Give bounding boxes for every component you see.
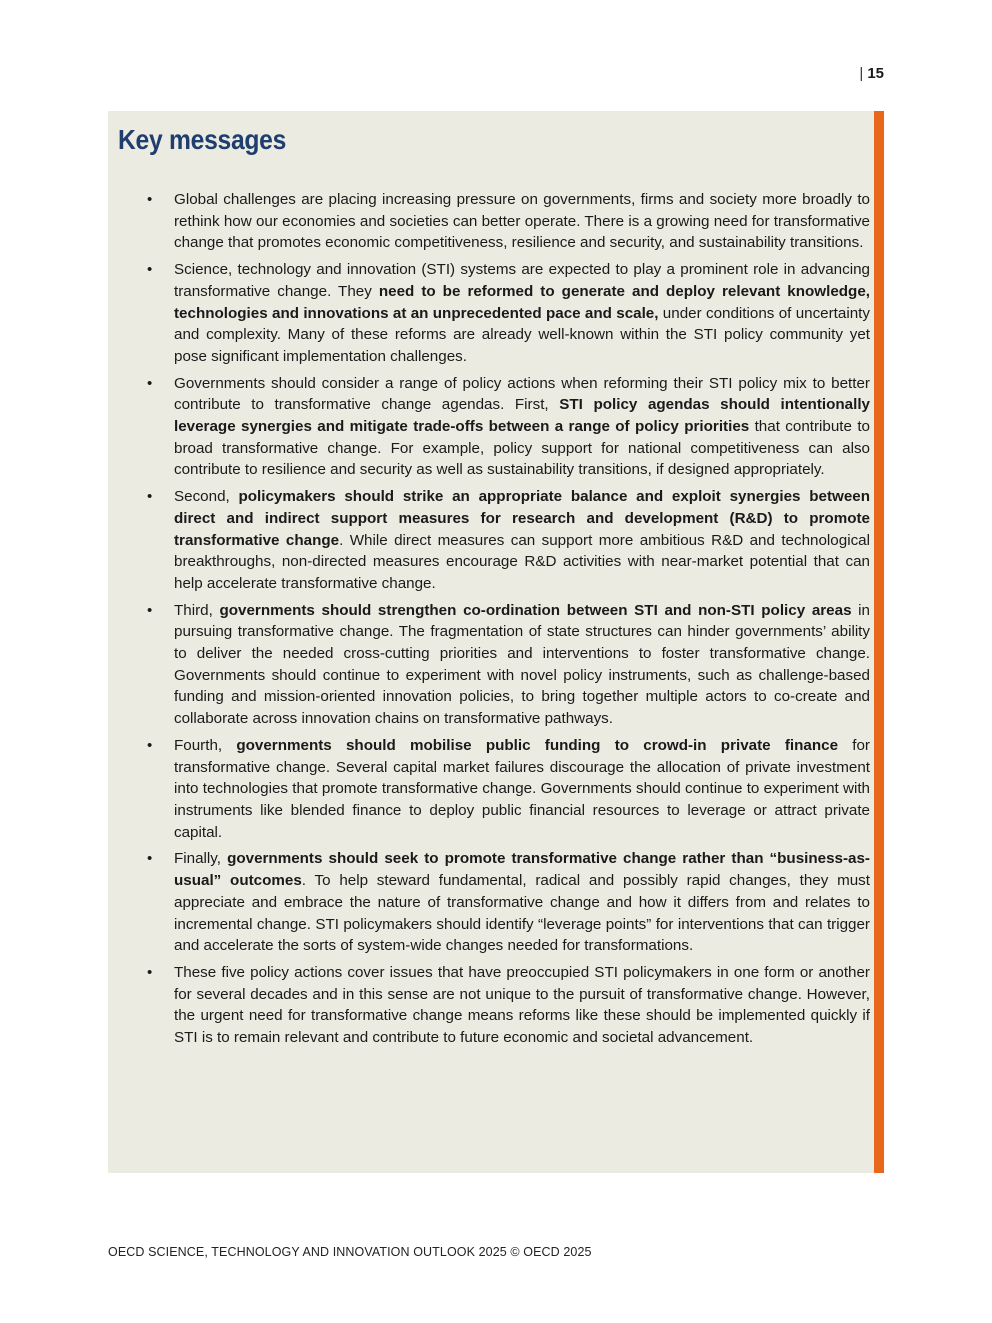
bullet-dot-icon: •	[147, 374, 153, 392]
page-footer: OECD SCIENCE, TECHNOLOGY AND INNOVATION OUTLOOK 2025 © OECD 2025	[108, 1245, 592, 1259]
bullet-text: . While direct measures can support more ambitious R&D and technological breakthroughs, non-directed measures encourage R&D activities with near-market potential that can help accelerate transformative change.	[174, 531, 870, 592]
bullet-text: Science, technology and innovation (STI) systems are expected to play a prominent role in advancing transformative change. They	[174, 261, 870, 300]
bullet-bold-text: governments should seek to promote transformative change rather than “business-as-usual” outcomes	[174, 850, 870, 890]
bullet-item	[147, 189, 870, 254]
bullet-text: Fourth,	[174, 736, 237, 754]
bullet-text: for transformative change. Several capital market failures discourage the allocation of private investment into technologies that promote transformative change. Governments should continue to experiment with instruments like blended finance to deploy public financial resources to leverage or attract private capital.	[174, 736, 870, 841]
bullet-item	[147, 600, 870, 730]
bullet-bold-text: governments should mobilise public funding to crowd-in private finance	[236, 736, 839, 754]
bullet-dot-icon: •	[147, 191, 153, 208]
bullet-item	[147, 962, 870, 1049]
bullet-item	[147, 373, 870, 482]
bullet-text: Global challenges are placing increasing pressure on governments, firms and society more broadly to rethink how our economies and societies can better operate. There is a growing need for transformative change that promotes economic competitiveness, resilience and security, and sustainability transitions.	[174, 191, 870, 252]
bullet-bold-text: governments should strengthen co-ordination between STI and non-STI policy areas	[219, 601, 852, 619]
key-messages-list	[147, 189, 871, 1054]
page-number: 15	[867, 65, 884, 82]
bullet-text: Second,	[174, 488, 239, 506]
bullet-text: Third,	[174, 601, 220, 619]
accent-bar	[874, 111, 884, 1173]
bullet-text: . To help steward fundamental, radical and possibly rapid changes, they must appreciate and embrace the nature of transformative change and how it differs from and relates to incremental change. STI policymakers should identify “leverage points” for interventions that can trigger and accelerate the sorts of system-wide changes needed for transformations.	[174, 872, 870, 955]
bullet-item	[147, 848, 870, 957]
bullet-item	[147, 259, 870, 368]
bullet-item	[147, 486, 871, 595]
bullet-text: in pursuing transformative change. The fragmentation of state structures can hinder governments’ ability to deliver the needed cross-cutting priorities and interventions to foster transformative change. Governments should continue to experiment with novel policy instruments, such as challenge-based funding and mission-oriented innovation policies, to bring together multiple actors to co-create and collaborate across innovation chains on transformative pathways.	[174, 601, 870, 728]
bullet-text: Finally,	[174, 850, 228, 868]
bullet-text: under conditions of uncertainty and complexity. Many of these reforms are already well-known within the STI policy community yet pose significant implementation challenges.	[174, 304, 870, 365]
bullet-bold-text: need to be reformed to generate and deploy relevant knowledge, technologies and innovations at an unprecedented pace and scale,	[174, 282, 870, 322]
bullet-bold-text: policymakers should strike an appropriate balance and exploit synergies between direct and indirect support measures for research and development (R&D) to promote transformative change	[174, 488, 871, 549]
bullet-bold-text: STI policy agendas should intentionally leverage synergies and mitigate trade-offs between a range of policy priorities	[174, 396, 870, 436]
bullet-text: These five policy actions cover issues that have preoccupied STI policymakers in one form or another for several decades and in this sense are not unique to the pursuit of transformative change. However, the urgent need for transformative change means reforms like these should be implemented quickly if STI is to remain relevant and contribute to future economic and societal advancement.	[174, 963, 870, 1047]
key-messages-title: Key messages	[118, 124, 287, 155]
bullet-dot-icon: •	[147, 601, 153, 619]
bullet-dot-icon: •	[147, 261, 153, 279]
bullet-item	[147, 735, 870, 844]
bullet-dot-icon: •	[147, 850, 153, 868]
page-number-separator: |	[859, 65, 864, 82]
bullet-text: Governments should consider a range of policy actions when reforming their STI policy mix to better contribute to transformative change agendas. First,	[174, 374, 870, 414]
bullet-dot-icon: •	[147, 736, 153, 754]
page-header	[820, 64, 884, 84]
bullet-text: that contribute to broad transformative change. For example, policy support for national competitiveness can also contribute to resilience and security as well as sustainability transitions, if designed appropriately.	[174, 418, 870, 479]
bullet-dot-icon: •	[147, 488, 153, 506]
bullet-dot-icon: •	[147, 963, 153, 981]
